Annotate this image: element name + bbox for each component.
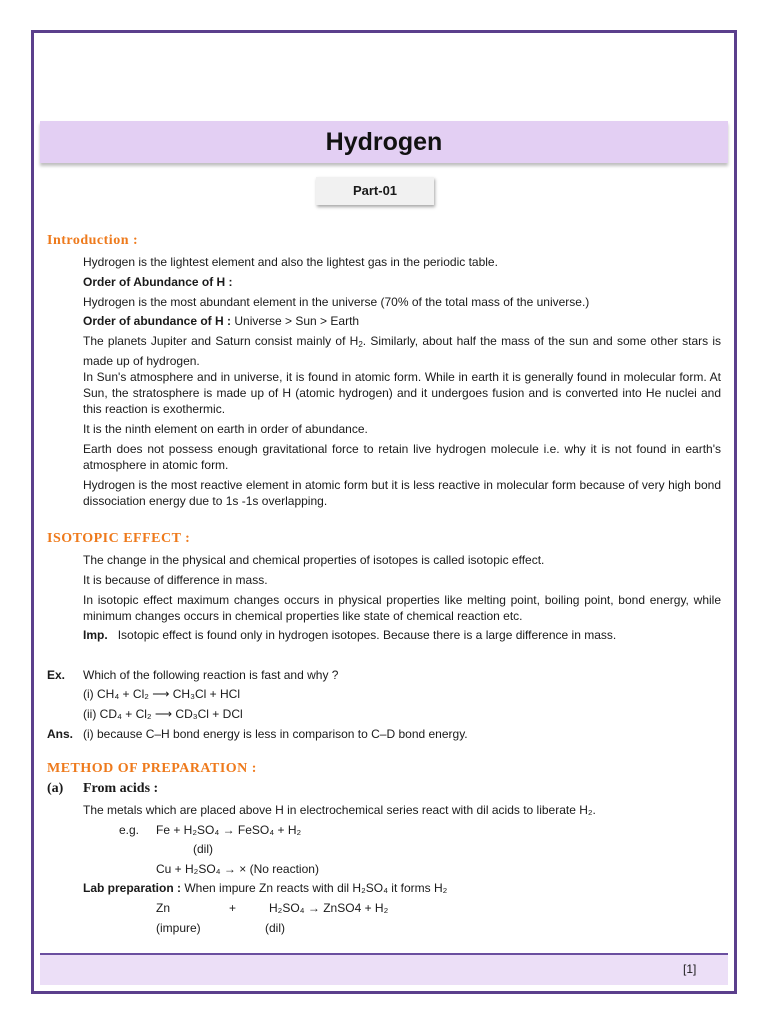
page-title: Hydrogen <box>325 128 443 156</box>
method-heading: METHOD OF PREPARATION : <box>47 761 257 776</box>
example-reaction-1: (i) CH₄ + Cl₂ ⟶ CH₃Cl + HCl <box>83 687 240 701</box>
dil-note: (dil) <box>193 842 213 856</box>
equation-fe: Fe + H₂SO₄ → FeSO₄ + H₂ <box>156 823 302 837</box>
eg-label: e.g. <box>119 823 140 837</box>
example-label: Ex. <box>47 668 66 682</box>
impure-note: (impure) <box>156 921 201 935</box>
method-paragraph-1: The metals which are placed above H in electrochemical series react with dil acids to liberate H₂. <box>83 803 596 817</box>
from-acids-title: From acids : <box>83 781 159 796</box>
footer-band <box>40 955 728 985</box>
plus-sign: + <box>229 901 237 915</box>
order-abundance-heading: Order of Abundance of H : <box>83 275 233 289</box>
order-abundance-value: Universe > Sun > Earth <box>231 314 360 328</box>
page-number: [1] <box>683 962 697 976</box>
isotopic-imp <box>83 627 721 643</box>
order-abundance-line <box>83 313 721 329</box>
lab-preparation-text: When impure Zn reacts with dil H₂SO₄ it forms H₂ <box>181 881 448 895</box>
intro-paragraph-1: Hydrogen is the lightest element and also the lightest gas in the periodic table. <box>83 255 498 269</box>
intro-paragraph-5: It is the ninth element on earth in order of abundance. <box>83 422 368 436</box>
intro-paragraph-2: Hydrogen is the most abundant element in the universe (70% of the total mass of the universe.) <box>83 295 590 309</box>
intro-paragraph-3 <box>83 333 721 369</box>
example-question: Which of the following reaction is fast and why ? <box>83 668 339 682</box>
imp-label: Imp. <box>83 628 108 642</box>
part-label: Part-01 <box>316 177 434 205</box>
introduction-heading: Introduction : <box>47 233 139 248</box>
equation-zn: H₂SO₄ → ZnSO4 + H₂ <box>269 901 389 915</box>
isotopic-heading: ISOTOPIC EFFECT : <box>47 531 191 546</box>
isotopic-paragraph-1: The change in the physical and chemical properties of isotopes is called isotopic effect. <box>83 553 545 567</box>
dil-note-2: (dil) <box>265 921 285 935</box>
intro-paragraph-6: Earth does not possess enough gravitational force to retain live hydrogen molecule i.e. why it is not found in earth's atmosphere in atomic form. <box>83 442 721 472</box>
imp-text: Isotopic effect is found only in hydrogen isotopes. Because there is a large difference in mass. <box>117 628 617 642</box>
equation-cu: Cu + H₂SO₄ → × (No reaction) <box>156 862 319 876</box>
zn-label: Zn <box>156 901 171 915</box>
p3-text-a: The planets Jupiter and Saturn consist mainly of H <box>83 334 359 348</box>
order-abundance-label: Order of abundance of H : <box>83 314 232 328</box>
intro-paragraph-7: Hydrogen is the most reactive element in atomic form but it is less reactive in molecular form because of very high bond dissociation energy due to 1s -1s overlapping. <box>83 478 721 508</box>
intro-paragraph-4: In Sun's atmosphere and in universe, it is found in atomic form. While in earth it is generally found in molecular form. At Sun, the stratosphere is made up of H (atomic hydrogen) and it undergoes fusion and is converted into He nuclei and this reaction is exothermic. <box>83 370 721 416</box>
from-acids-label: (a) <box>47 781 64 796</box>
isotopic-paragraph-3: In isotopic effect maximum changes occurs in physical properties like melting point, boiling point, bond energy, while minimum changes occurs in chemical properties like state of chemical reaction etc. <box>83 593 721 623</box>
isotopic-paragraph-2: It is because of difference in mass. <box>83 573 268 587</box>
answer-text: (i) because C–H bond energy is less in comparison to C–D bond energy. <box>83 727 468 741</box>
p3-subscript: 2 <box>358 340 363 349</box>
title-banner <box>40 121 728 163</box>
page-border <box>31 30 737 994</box>
answer-label: Ans. <box>47 727 74 741</box>
example-reaction-2: (ii) CD₄ + Cl₂ ⟶ CD₃Cl + DCl <box>83 707 243 721</box>
lab-preparation-label: Lab preparation : <box>83 881 182 895</box>
p3-text-b: . Similarly, about half the mass of the sun and some other stars is made up of hydrogen. <box>83 334 722 368</box>
lab-preparation-line <box>83 880 721 896</box>
